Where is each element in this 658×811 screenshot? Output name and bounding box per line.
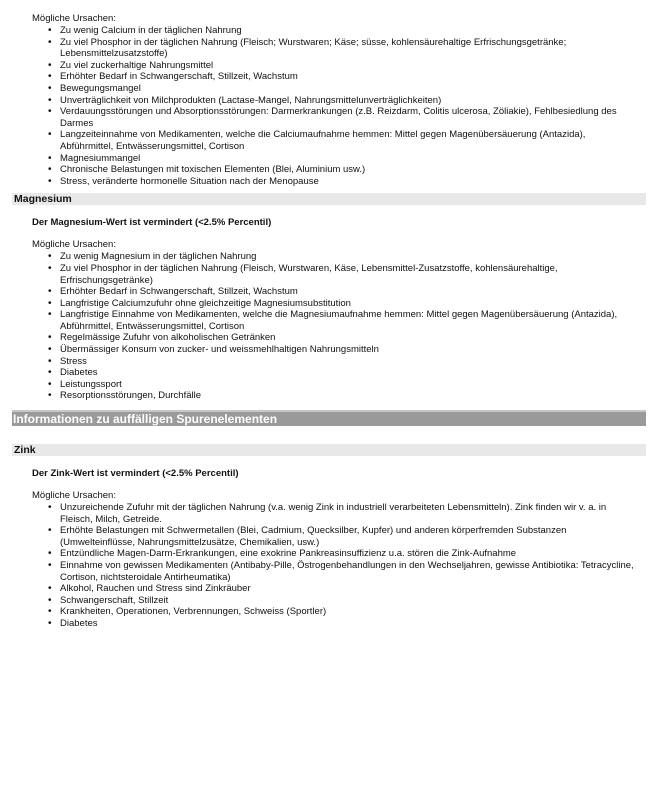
list-item: • Diabetes: [60, 367, 658, 379]
list-item: • Zu wenig Calcium in der täglichen Nahrung: [60, 25, 658, 37]
list-item: • Diabetes: [60, 618, 658, 630]
list-item: • Krankheiten, Operationen, Verbrennungen, Schweiss (Sportler): [60, 606, 658, 618]
trace-elements-header: Informationen zu auffälligen Spurenelementen: [12, 410, 646, 426]
list-item: • Erhöhter Bedarf in Schwangerschaft, Stillzeit, Wachstum: [60, 71, 658, 83]
list-item: • Erhöhte Belastungen mit Schwermetallen (Blei, Cadmium, Quecksilber, Kupfer) und anderen körperfremden Substanzen (Umwelteinflüsse, Nahrungsmittelzusätze, Chemikalien, usw.): [60, 525, 658, 548]
zink-section-title: Zink: [12, 444, 646, 456]
list-item: • Zu wenig Magnesium in der täglichen Nahrung: [60, 251, 658, 263]
list-item: • Schwangerschaft, Stillzeit: [60, 595, 658, 607]
magnesium-section-title: Magnesium: [12, 193, 646, 205]
list-item: • Zu viel zuckerhaltige Nahrungsmittel: [60, 60, 658, 72]
list-item: • Alkohol, Rauchen und Stress sind Zinkräuber: [60, 583, 658, 595]
list-item: • Resorptionsstörungen, Durchfälle: [60, 390, 658, 402]
magnesium-causes-list: [0, 251, 658, 402]
list-item: • Magnesiummangel: [60, 153, 658, 165]
list-item: • Leistungssport: [60, 379, 658, 391]
zink-causes-list: [0, 502, 658, 630]
zink-finding: Der Zink-Wert ist vermindert (<2.5% Percentil): [32, 468, 239, 480]
magnesium-causes-label: Mögliche Ursachen:: [32, 239, 116, 251]
list-item: • Bewegungsmangel: [60, 83, 658, 95]
list-item: • Zu viel Phosphor in der täglichen Nahrung (Fleisch, Wurstwaren, Käse, Lebensmittel-Zusatzstoffe, kohlensäurehaltige, Erfrischungsgetränke): [60, 263, 658, 286]
list-item: • Zu viel Phosphor in der täglichen Nahrung (Fleisch; Wurstwaren; Käse; süsse, kohlensäurehaltige Erfrischungsgetränke; Lebensmittelzusatzstoffe): [60, 37, 658, 60]
list-item: • Entzündliche Magen-Darm-Erkrankungen, eine exokrine Pankreasinsuffizienz u.a. stören die Zink-Aufnahme: [60, 548, 658, 560]
calcium-causes-label: Mögliche Ursachen:: [32, 13, 116, 24]
list-item: • Regelmässige Zufuhr von alkoholischen Getränken: [60, 332, 658, 344]
magnesium-finding: Der Magnesium-Wert ist vermindert (<2.5% Percentil): [32, 217, 272, 229]
list-item: • Stress: [60, 356, 658, 368]
list-item: • Stress, veränderte hormonelle Situation nach der Menopause: [60, 176, 658, 188]
list-item: • Einnahme von gewissen Medikamenten (Antibaby-Pille, Östrogenbehandlungen in den Wechseljahren, gewisse Antibiotika: Tetracycline, Cortison, nichtsteroidale Antirheumatika): [60, 560, 658, 583]
calcium-causes-list: [0, 25, 658, 187]
list-item: • Verdauungsstörungen und Absorptionsstörungen: Darmerkrankungen (z.B. Reizdarm, Colitis ulcerosa, Zöliakie), Fehlbesiedlung des Darmes: [60, 106, 658, 129]
list-item: • Langfristige Einnahme von Medikamenten, welche die Magnesiumaufnahme hemmen: Mittel gegen Magenübersäuerung (Antazida), Abführmittel, Entwässerungsmittel, Cortison: [60, 309, 658, 332]
list-item: • Langfristige Calciumzufuhr ohne gleichzeitige Magnesiumsubstitution: [60, 298, 658, 310]
list-item: • Unzureichende Zufuhr mit der täglichen Nahrung (v.a. wenig Zink in industriell verarbeiteten Lebensmitteln). Zink finden wir v. a. in Fleisch, Milch, Getreide.: [60, 502, 658, 525]
zink-causes-label: Mögliche Ursachen:: [32, 490, 116, 502]
list-item: • Unverträglichkeit von Milchprodukten (Lactase-Mangel, Nahrungsmittelunverträglichkeiten): [60, 95, 658, 107]
list-item: • Übermässiger Konsum von zucker- und weissmehlhaltigen Nahrungsmitteln: [60, 344, 658, 356]
list-item: • Erhöhter Bedarf in Schwangerschaft, Stillzeit, Wachstum: [60, 286, 658, 298]
list-item: • Chronische Belastungen mit toxischen Elementen (Blei, Aluminium usw.): [60, 164, 658, 176]
calcium-causes-section: [0, 0, 658, 187]
list-item: • Langzeiteinnahme von Medikamenten, welche die Calciumaufnahme hemmen: Mittel gegen Magenübersäuerung (Antazida), Abführmittel, Entwässerungsmittel, Cortison: [60, 129, 658, 152]
